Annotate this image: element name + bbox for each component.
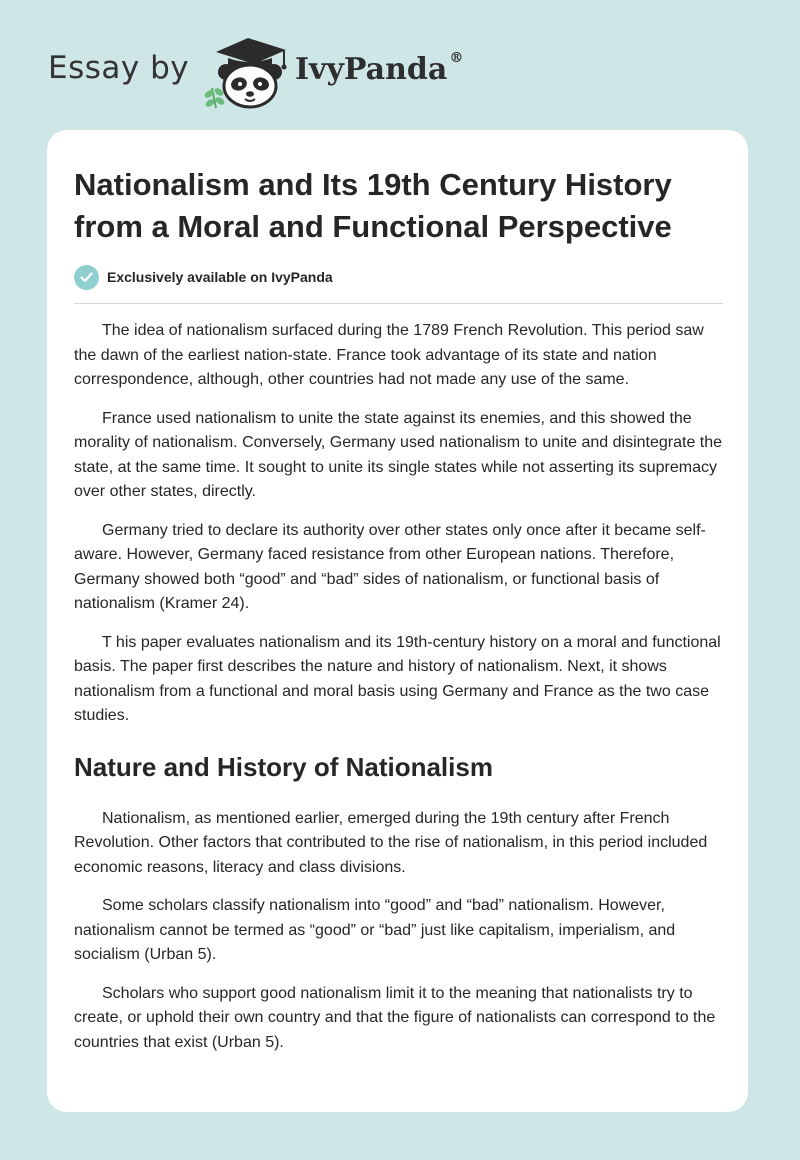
- brand-text: IvyPanda: [295, 52, 448, 87]
- paragraph: Germany tried to declare its authority over other states only once after it became self-aware. However, Germany faced resistance from other European nations. Therefore, Germany showed both “good” and “bad” sides of nationalism, or functional basis of nationalism (Kramer 24).: [74, 521, 706, 612]
- paragraph: Scholars who support good nationalism limit it to the meaning that nationalists try to create, or uphold their own country and that the figure of nationalists can correspond to the countries that exist (Urban 5).: [74, 984, 716, 1051]
- paragraph: Some scholars classify nationalism into “good” and “bad” nationalism. However, nationalism cannot be termed as “good” or “bad” just like capitalism, imperialism, and socialism (Urban 5).: [74, 897, 676, 963]
- essay-card: [47, 130, 748, 1112]
- essay-title: Nationalism and Its 19th Century History from a Moral and Functional Perspective: [74, 167, 672, 244]
- essay-body: [74, 319, 726, 1069]
- brand-name[interactable]: [295, 52, 463, 87]
- essay-by-label: Essay by: [48, 50, 190, 86]
- site-header: [48, 32, 548, 112]
- paragraph: T his paper evaluates nationalism and its 19th-century history on a moral and functional basis. The paper first describes the nature and history of nationalism. Next, it shows nationalism from a functional and moral basis using Germany and France as the two case studies.: [74, 633, 721, 724]
- panda-logo-icon[interactable]: [202, 34, 292, 110]
- check-icon: [74, 265, 99, 290]
- section-heading: Nature and History of Nationalism: [74, 751, 493, 782]
- exclusive-badge-label: Exclusively available on IvyPanda: [107, 269, 333, 285]
- paragraph: Nationalism, as mentioned earlier, emerged during the 19th century after French Revolution. Other factors that contributed to the rise of nationalism, in this period included economic reasons, literacy and class divisions.: [74, 809, 708, 876]
- paragraph: France used nationalism to unite the state against its enemies, and this showed the morality of nationalism. Conversely, Germany used nationalism to unite and disintegrate the state, at the same time. It sought to unite its single states while not asserting its supremacy over other states, directly.: [74, 409, 723, 500]
- paragraph: The idea of nationalism surfaced during the 1789 French Revolution. This period saw the dawn of the earliest nation-state. France took advantage of its state and nation correspondence, although, other countries had not made any use of the same.: [74, 322, 704, 388]
- trademark-symbol: ®: [449, 50, 464, 66]
- title-divider: [74, 303, 723, 304]
- exclusive-badge: [74, 264, 333, 290]
